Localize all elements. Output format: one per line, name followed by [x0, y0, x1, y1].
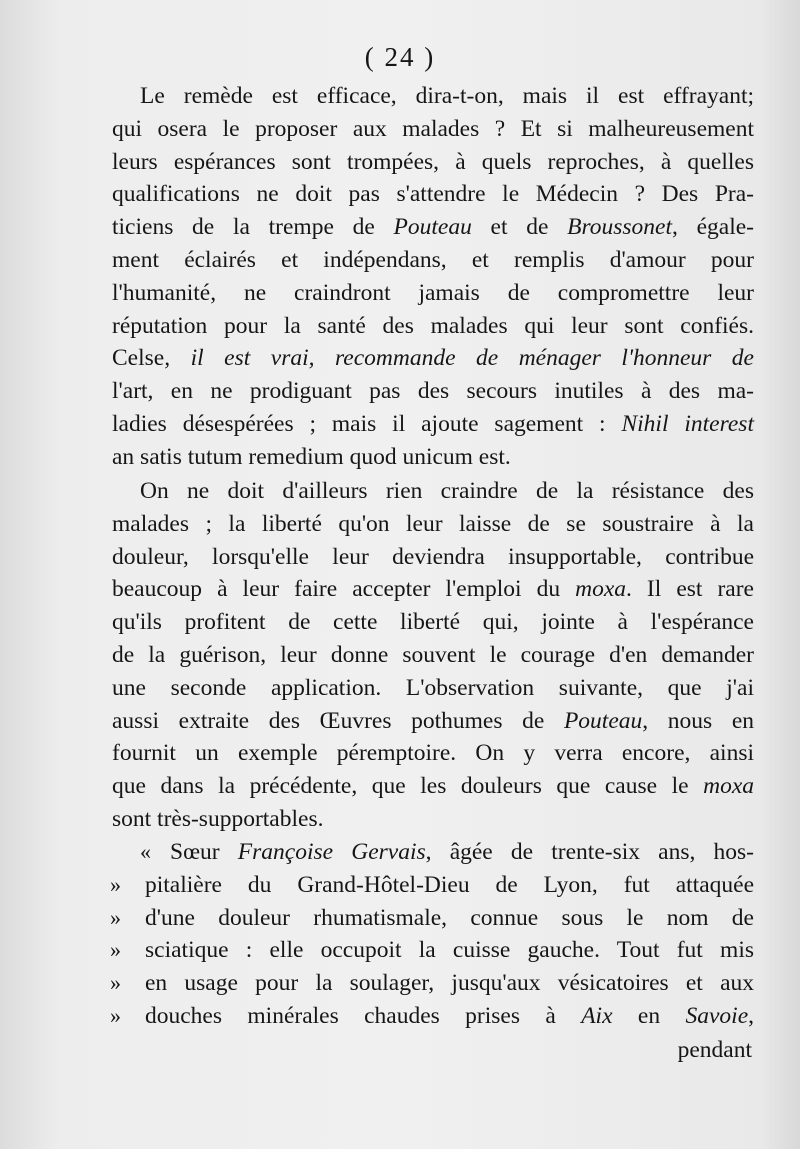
text-run: sont très-supportables. [112, 806, 324, 832]
paragraph1-line [112, 375, 754, 407]
text-run: en usage pour la soulager, jusqu'aux vésicatoires et aux [145, 970, 754, 997]
text-run: Le remède est efficace, dira-t-on, mais il est effrayant; [140, 83, 754, 109]
text-run: , égale- [672, 214, 755, 241]
text-run: de la guérison, leur donne souvent le courage d'en demander [112, 642, 754, 668]
quote-mark: » [110, 970, 121, 996]
text-run: qualifications ne doit pas s'attendre le Médecin ? Des Pra- [112, 181, 754, 208]
quotation-line [145, 1000, 754, 1032]
paragraph2-line [112, 508, 754, 540]
text-run: que dans la précédente, que les douleurs que cause le [112, 773, 704, 800]
italic-text: Nihil interest [621, 411, 754, 437]
paragraph2-line [112, 770, 754, 802]
text-run: beaucoup à leur faire accepter l'emploi du [112, 576, 576, 603]
paragraph2-line [112, 606, 754, 638]
italic-text: Pouteau [393, 214, 472, 241]
text-run: en [612, 1003, 686, 1029]
paragraph1-line [112, 277, 754, 309]
paragraph2-line [112, 737, 754, 769]
text-run: aussi extraite des Œuvres pothumes de [112, 707, 564, 734]
quotation-line [145, 869, 754, 901]
paragraph1-line [112, 113, 754, 145]
text-run: ticiens de la trempe de [112, 214, 394, 241]
text-run: l'humanité, ne craindront jamais de compromettre leur [112, 279, 754, 306]
text-run: d'une douleur rhumatismale, connue sous le nom de [145, 904, 754, 931]
text-run: , âgée de trente-six ans, hos- [425, 839, 755, 865]
text-run: l'art, en ne prodiguant pas des secours inutiles à des ma- [112, 378, 754, 405]
page-number: ( 24 ) [364, 42, 436, 72]
paragraph1-line [112, 244, 754, 276]
text-run: On ne doit d'ailleurs rien craindre de la résistance des [140, 478, 754, 504]
italic-text: moxa [703, 773, 754, 800]
paragraph2-line [112, 573, 754, 605]
text-run: une seconde application. L'observation suivante, que j'ai [112, 674, 754, 701]
text-run: qui osera le proposer aux malades ? Et si malheureusement [112, 115, 754, 142]
italic-text: Aix [581, 1003, 613, 1029]
text-run: , [748, 1003, 754, 1029]
quotation-line [145, 902, 754, 934]
text-run: qu'ils profitent de cette liberté qui, jointe à l'espérance [112, 609, 754, 636]
text-run: malades ; la liberté qu'on leur laisse de se soustraire à la [112, 510, 754, 537]
quote-mark: « [140, 839, 151, 864]
italic-text: Françoise Gervais [237, 839, 426, 865]
text-run: . Il est rare [626, 576, 754, 603]
quotation-line [170, 836, 754, 868]
paragraph1-line [140, 80, 754, 112]
paragraph1-line [112, 178, 754, 210]
italic-text: , il est vrai, recommande de ménager l'honneur de [164, 345, 754, 372]
quote-mark: » [110, 1003, 121, 1028]
text-run: réputation pour la santé des malades qui leur sont confiés. [112, 312, 754, 339]
text-run: fournit un exemple péremptoire. On y verra encore, ainsi [112, 740, 754, 767]
text-run: douleur, lorsqu'elle leur deviendra insupportable, contribue [112, 543, 754, 570]
paragraph1-line [112, 342, 754, 374]
paragraph1-line [112, 211, 754, 243]
text-run: et de [471, 214, 568, 241]
quote-mark: » [110, 871, 121, 897]
catchword: pendant [677, 1037, 752, 1063]
text-run: an satis tutum remedium quod unicum est. [112, 443, 511, 470]
text-run: ment éclairés et indépendans, et remplis d'amour pour [112, 247, 754, 273]
quote-mark: » [110, 937, 121, 963]
paragraph1-line [112, 441, 754, 473]
text-run: ladies désespérées ; mais il ajoute sagement : [112, 411, 622, 437]
italic-text: Broussonet [567, 214, 673, 241]
text-run: , nous en [642, 707, 755, 734]
text-run: Sœur [170, 839, 238, 865]
paragraph1-line [112, 146, 754, 178]
text-run: pitalière du Grand-Hôtel-Dieu de Lyon, fut attaquée [145, 871, 754, 898]
text-run: sciatique : elle occupoit la cuisse gauche. Tout fut mis [145, 937, 754, 964]
text-run: Celse [112, 345, 165, 372]
quotation-line [145, 934, 754, 966]
paragraph2-line [112, 541, 754, 573]
text-run: douches minérales chaudes prises à [145, 1003, 582, 1029]
italic-text: Pouteau [563, 707, 643, 734]
paragraph2-line [112, 639, 754, 671]
italic-text: moxa [575, 576, 627, 603]
text-run: leurs espérances sont trompées, à quels reproches, à quelles [112, 148, 754, 175]
paragraph2-line [112, 672, 754, 704]
paragraph2-line [112, 803, 754, 835]
quote-mark: » [110, 904, 121, 930]
paragraph2-line [112, 705, 754, 737]
paragraph2-line [140, 475, 754, 507]
paragraph1-line [112, 408, 754, 440]
quotation-line [145, 967, 754, 999]
italic-text: Savoie [685, 1003, 749, 1029]
paragraph1-line [112, 310, 754, 342]
